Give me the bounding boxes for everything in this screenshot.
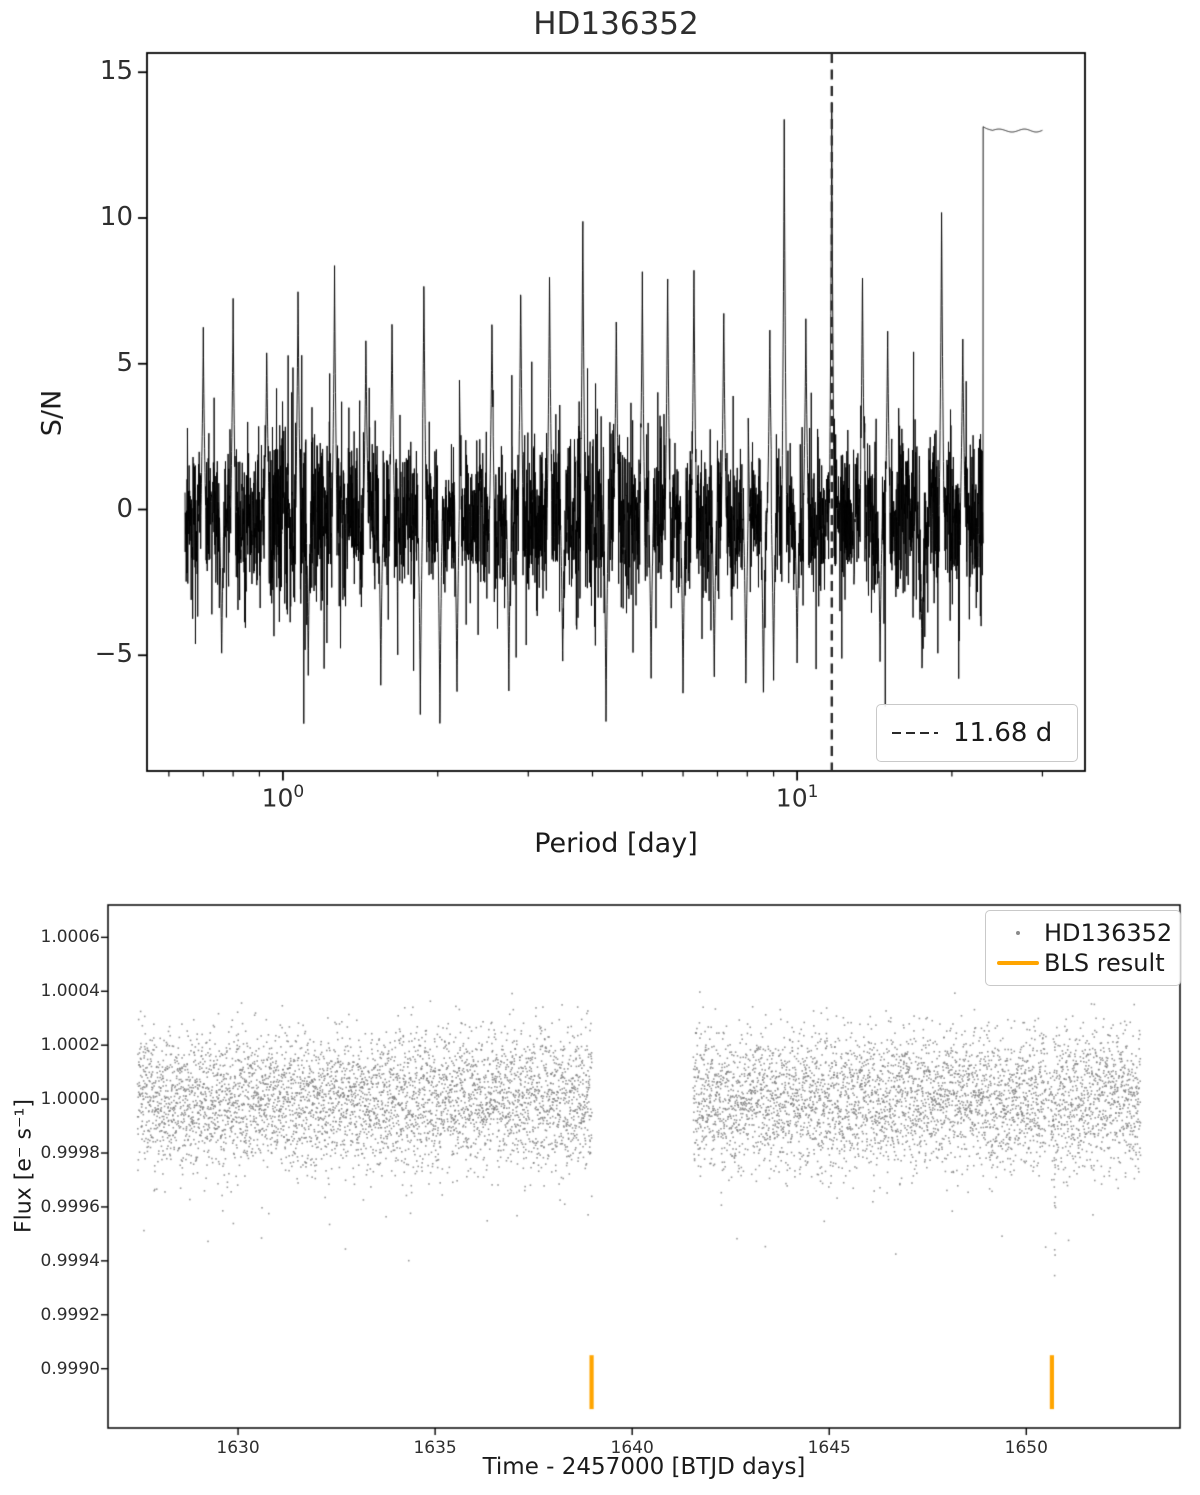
tick-label: 0.9994 [40,1250,100,1271]
tick-label: 15 [99,56,133,87]
tick-label: 1.0002 [40,1035,100,1056]
y-axis-label-flux: Flux [e⁻ s⁻¹] [11,1099,37,1233]
tick-label: 1.0000 [40,1089,100,1110]
tick-label: $10^1$ [775,782,819,813]
tick-label: 0.9996 [40,1196,100,1217]
tick-label: 10 [99,201,133,232]
periodogram-legend [876,704,1078,762]
legend-label-bls: BLS result [1044,949,1165,977]
tick-label: 0 [116,493,133,524]
orange-line-sample [992,961,1044,966]
tick-label: 1.0006 [40,927,100,948]
lightcurve-legend [985,910,1181,986]
tick-label: 0.9990 [40,1358,100,1379]
tick-label: 1.0004 [40,981,100,1002]
tick-label: 0.9998 [40,1143,100,1164]
tick-label: −5 [94,639,133,670]
x-axis-label-time: Time - 2457000 [BTJD days] [482,1454,806,1480]
tick-label: 1640 [610,1438,654,1458]
y-axis-label-sn: S/N [36,389,68,437]
tick-label: 1645 [807,1438,851,1458]
best-period-legend-label: 11.68 d [953,718,1053,748]
x-axis-label-period: Period [day] [534,828,698,859]
legend-entry-star [992,918,1172,948]
tick-label: $10^0$ [261,782,305,813]
legend-entry-bls [992,948,1172,978]
dashed-line-sample [892,732,938,735]
tick-label: 1635 [413,1438,457,1458]
legend-label-star: HD136352 [1044,919,1173,947]
chart-title: HD136352 [533,6,699,42]
tick-label: 1630 [216,1438,260,1458]
tick-label: 5 [116,347,133,378]
tick-label: 0.9992 [40,1304,100,1325]
scatter-dot-sample [992,931,1044,935]
tick-label: 1650 [1004,1438,1048,1458]
